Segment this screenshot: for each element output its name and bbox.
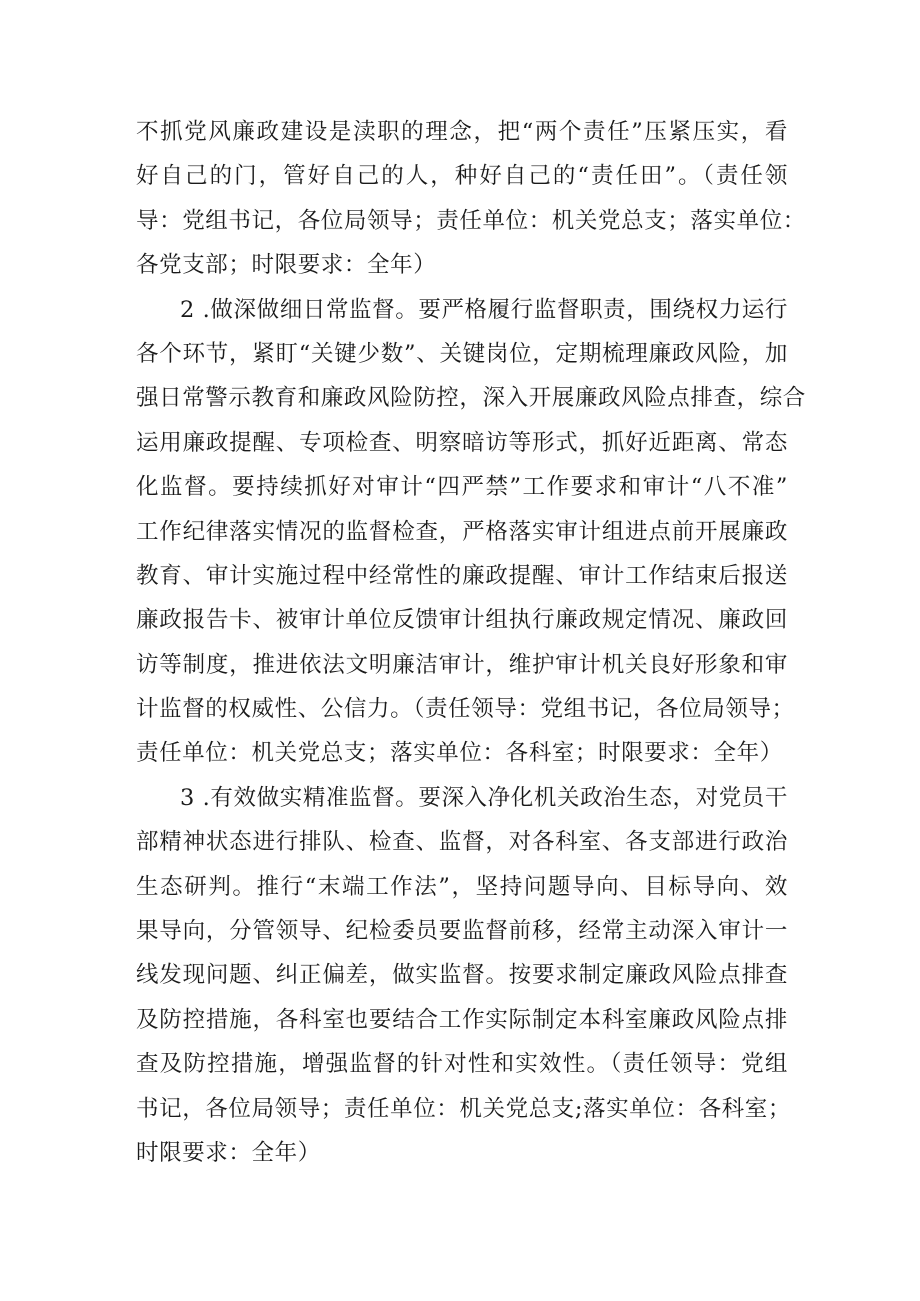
paragraph-2-line-10: 计监督的权威性、公信力。（责任领导：党组书记，各位局领导； [136, 696, 795, 723]
paragraph-3-line-2: 部精神状态进行排队、检查、监督，对各科室、各支部进行政治 [136, 829, 788, 856]
paragraph-2-line-5: 化监督。要持续抓好对审计“四严禁”工作要求和审计“八不准” [136, 474, 788, 501]
document-body [136, 110, 806, 1175]
paragraph-2-line-1: 2 .做深做细日常监督。要严格履行监督职责，围绕权力运行 [180, 296, 788, 323]
paragraph-3-line-6: 及防控措施，各科室也要结合工作实际制定本科室廉政风险点排 [136, 1006, 788, 1033]
paragraph-3-line-3: 生态研判。推行“末端工作法”，坚持问题导向、目标导向、效 [136, 873, 788, 900]
paragraph-3-line-1: 3 .有效做实精准监督。要深入净化机关政治生态，对党员干 [180, 784, 788, 811]
paragraph-2-line-9: 访等制度，推进依法文明廉洁审计，维护审计机关良好形象和审 [136, 651, 788, 678]
paragraph-1-line-3: 导：党组书记，各位局领导；责任单位：机关党总支；落实单位： [136, 207, 806, 234]
paragraph-3-line-7: 查及防控措施，增强监督的针对性和实效性。（责任领导：党组 [136, 1051, 788, 1078]
paragraph-1-line-1: 不抓党风廉政建设是渎职的理念，把“两个责任”压紧压实，看 [136, 119, 788, 145]
paragraph-2-line-2: 各个环节，紧盯“关键少数”、关键岗位，定期梳理廉政风险，加 [136, 340, 788, 367]
paragraph-2-line-7: 教育、审计实施过程中经常性的廉政提醒、审计工作结束后报送 [136, 562, 788, 589]
paragraph-1-line-4: 各党支部；时限要求：全年） [136, 252, 437, 279]
paragraph-1-line-2: 好自己的门，管好自己的人，种好自己的“责任田”。（责任领 [136, 163, 788, 190]
paragraph-2-line-8: 廉政报告卡、被审计单位反馈审计组执行廉政规定情况、廉政回 [136, 607, 788, 634]
paragraph-2-line-4: 运用廉政提醒、专项检查、明察暗访等形式，抓好近距离、常态 [136, 429, 788, 456]
paragraph-3-line-8: 书记，各位局领导；责任单位：机关党总支;落实单位：各科室； [136, 1095, 791, 1122]
paragraph-3-line-5: 线发现问题、纠正偏差，做实监督。按要求制定廉政风险点排查 [136, 962, 788, 989]
paragraph-3-line-4: 果导向，分管领导、纪检委员要监督前移，经常主动深入审计一 [136, 918, 788, 945]
paragraph-2-line-3: 强日常警示教育和廉政风险防控，深入开展廉政风险点排查，综合 [136, 385, 806, 412]
paragraph-2-line-11: 责任单位：机关党总支；落实单位：各科室；时限要求：全年） [136, 740, 783, 767]
paragraph-3-line-9: 时限要求：全年） [136, 1139, 321, 1166]
paragraph-2-line-6: 工作纪律落实情况的监督检查，严格落实审计组进点前开展廉政 [136, 518, 788, 545]
